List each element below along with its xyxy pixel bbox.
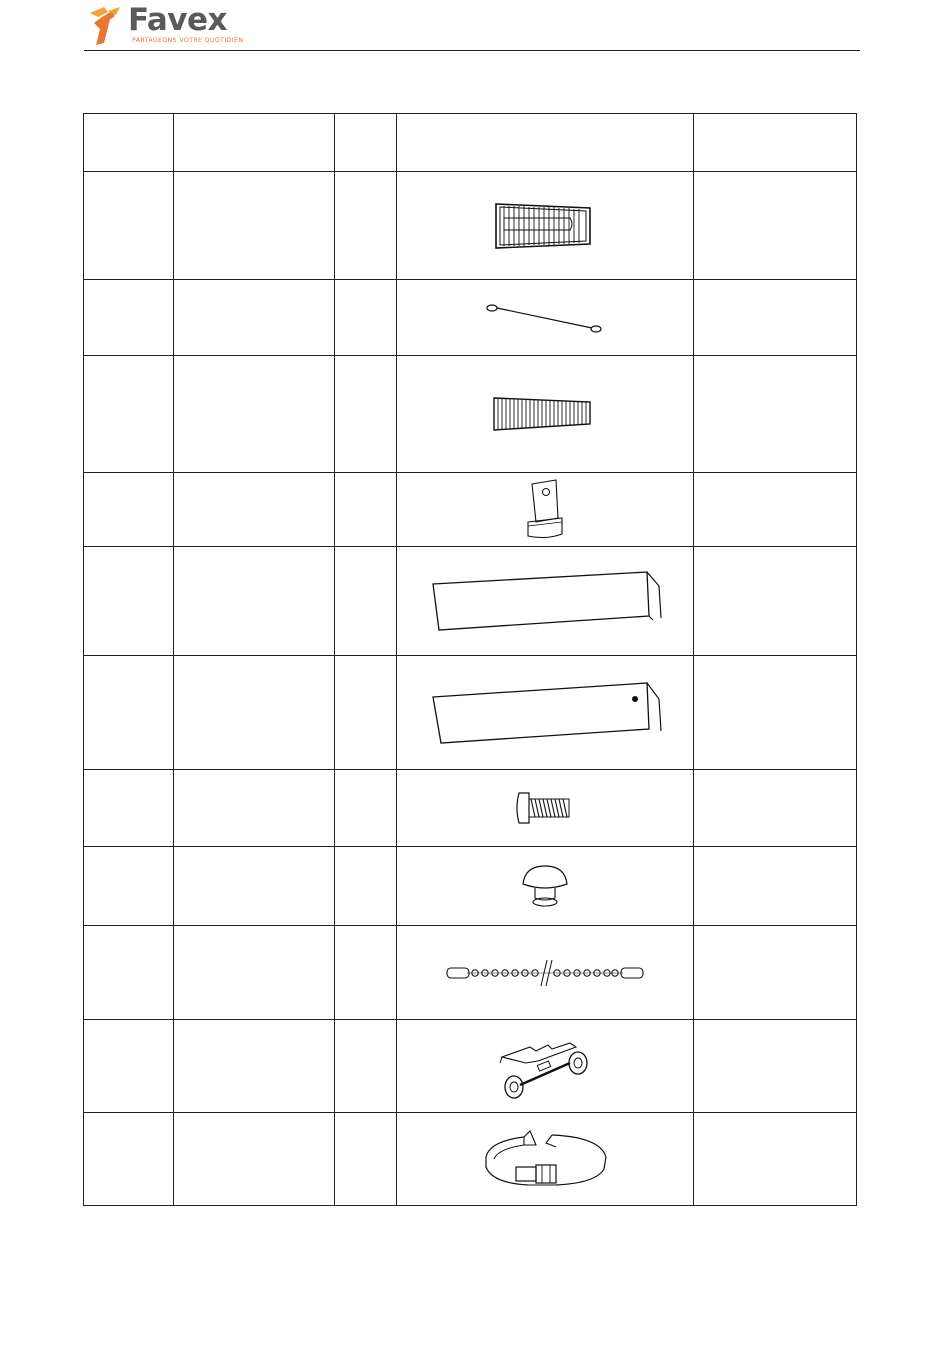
table-row bbox=[84, 770, 857, 847]
table-cell bbox=[694, 847, 857, 926]
header-divider bbox=[84, 50, 860, 51]
table-cell bbox=[84, 356, 174, 473]
table-cell bbox=[397, 926, 694, 1020]
header-cell bbox=[84, 114, 174, 172]
table-cell bbox=[694, 1113, 857, 1206]
table-cell bbox=[335, 926, 397, 1020]
table-cell bbox=[335, 473, 397, 547]
table-cell bbox=[694, 280, 857, 356]
table-cell bbox=[174, 356, 335, 473]
strap-belt-icon bbox=[480, 1127, 610, 1191]
header-cell bbox=[335, 114, 397, 172]
table-row bbox=[84, 473, 857, 547]
flat-panel-icon bbox=[427, 566, 663, 636]
flat-panel-with-hole-icon bbox=[427, 677, 663, 749]
table-cell bbox=[397, 656, 694, 770]
wheel-bracket-icon bbox=[490, 1033, 600, 1099]
table-cell bbox=[397, 770, 694, 847]
table-cell bbox=[335, 1113, 397, 1206]
table-cell bbox=[335, 847, 397, 926]
page-header bbox=[84, 0, 860, 52]
table-cell bbox=[397, 356, 694, 473]
table-cell bbox=[174, 473, 335, 547]
table-cell bbox=[397, 473, 694, 547]
table-cell bbox=[84, 847, 174, 926]
table-row bbox=[84, 1113, 857, 1206]
table-cell bbox=[694, 770, 857, 847]
parts-table bbox=[83, 113, 857, 1206]
table-cell bbox=[335, 770, 397, 847]
table-cell bbox=[174, 1113, 335, 1206]
table-row bbox=[84, 656, 857, 770]
table-row bbox=[84, 926, 857, 1020]
wire-rod-icon bbox=[484, 298, 606, 338]
table-row bbox=[84, 547, 857, 656]
table-cell bbox=[694, 547, 857, 656]
table-cell bbox=[335, 280, 397, 356]
chain-icon bbox=[445, 956, 645, 990]
table-cell bbox=[694, 926, 857, 1020]
table-cell bbox=[335, 172, 397, 280]
table-cell bbox=[694, 473, 857, 547]
large-wire-shelf-icon bbox=[490, 198, 600, 254]
table-row bbox=[84, 1020, 857, 1113]
table-cell bbox=[174, 280, 335, 356]
screw-icon bbox=[513, 787, 577, 829]
table-cell bbox=[397, 547, 694, 656]
table-cell bbox=[174, 172, 335, 280]
table-cell bbox=[84, 1020, 174, 1113]
table-header-row bbox=[84, 114, 857, 172]
table-cell bbox=[397, 1113, 694, 1206]
table-cell bbox=[694, 172, 857, 280]
table-cell bbox=[84, 656, 174, 770]
table-cell bbox=[335, 1020, 397, 1113]
table-cell bbox=[397, 172, 694, 280]
table-cell bbox=[174, 847, 335, 926]
table-row bbox=[84, 172, 857, 280]
shelf-clip-bracket-icon bbox=[522, 478, 568, 542]
table-row bbox=[84, 280, 857, 356]
table-cell bbox=[84, 770, 174, 847]
header-cell bbox=[174, 114, 335, 172]
table-cell bbox=[397, 1020, 694, 1113]
table-cell bbox=[84, 926, 174, 1020]
table-cell bbox=[335, 547, 397, 656]
table-cell bbox=[84, 280, 174, 356]
table-row bbox=[84, 356, 857, 473]
table-cell bbox=[174, 770, 335, 847]
table-cell bbox=[397, 280, 694, 356]
table-cell bbox=[84, 172, 174, 280]
brand-name: Favex bbox=[128, 2, 228, 38]
brand-tagline: PARTAGEONS VOTRE QUOTIDIEN bbox=[132, 37, 244, 44]
table-cell bbox=[84, 1113, 174, 1206]
table-cell bbox=[694, 356, 857, 473]
table-cell bbox=[694, 656, 857, 770]
table-cell bbox=[694, 1020, 857, 1113]
table-row bbox=[84, 847, 857, 926]
table-cell bbox=[84, 473, 174, 547]
table-cell bbox=[397, 847, 694, 926]
table-cell bbox=[335, 656, 397, 770]
table-cell bbox=[84, 547, 174, 656]
table-cell bbox=[174, 926, 335, 1020]
table-cell bbox=[174, 1020, 335, 1113]
small-wire-shelf-icon bbox=[490, 392, 600, 436]
header-cell bbox=[397, 114, 694, 172]
table-cell bbox=[174, 547, 335, 656]
knob-icon bbox=[519, 862, 571, 910]
table-cell bbox=[335, 356, 397, 473]
table-cell bbox=[174, 656, 335, 770]
header-cell bbox=[694, 114, 857, 172]
